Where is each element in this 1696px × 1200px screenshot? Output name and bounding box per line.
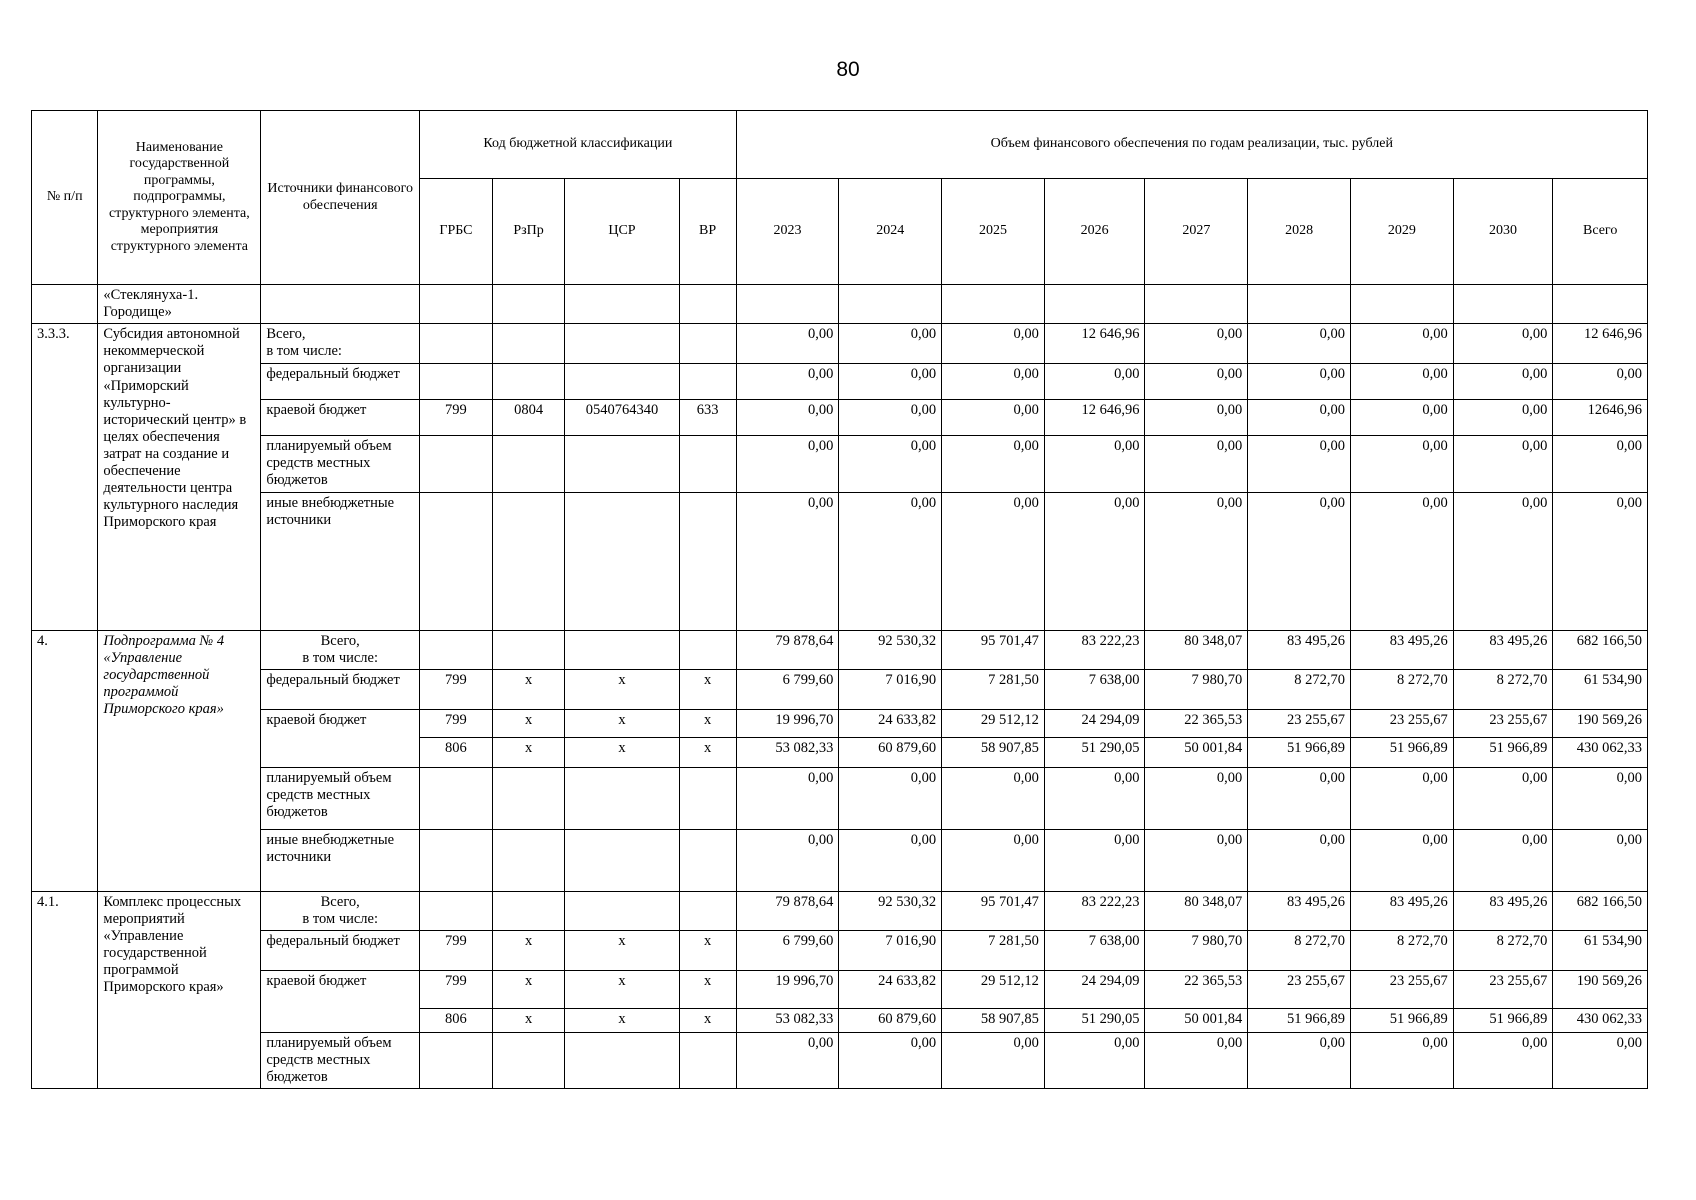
value-2023: 0,00 (736, 364, 839, 400)
value-2023: 0,00 (736, 324, 839, 364)
value-2029: 0,00 (1350, 324, 1453, 364)
value-2023: 6 799,60 (736, 930, 839, 970)
code-vr: х (679, 970, 736, 1008)
code-grbs: 799 (420, 930, 493, 970)
table-row (32, 285, 1648, 324)
cell (839, 285, 942, 324)
value-2030: 23 255,67 (1453, 709, 1553, 737)
value-2029: 0,00 (1350, 1032, 1453, 1088)
code-vr (679, 829, 736, 891)
value-2027: 80 348,07 (1145, 891, 1248, 930)
value-2025: 0,00 (942, 1032, 1045, 1088)
value-2023: 53 082,33 (736, 1008, 839, 1032)
header-name: Наименование государственной программы, подпрограммы, структурного элемента, мероприятия структурного элемента (98, 111, 261, 285)
value-2027: 22 365,53 (1145, 970, 1248, 1008)
code-grbs: 799 (420, 970, 493, 1008)
code-rzpr: х (492, 930, 565, 970)
cell (736, 285, 839, 324)
code-grbs: 799 (420, 709, 493, 737)
value-total: 0,00 (1553, 829, 1648, 891)
value-2030: 0,00 (1453, 492, 1553, 630)
code-vr (679, 767, 736, 829)
table-row (32, 400, 1648, 436)
page-number: 80 (836, 58, 860, 81)
value-2025: 29 512,12 (942, 970, 1045, 1008)
code-rzpr: х (492, 669, 565, 709)
code-vr: х (679, 1008, 736, 1032)
value-2025: 95 701,47 (942, 630, 1045, 669)
row-num: 3.3.3. (32, 324, 98, 630)
cell (1145, 285, 1248, 324)
value-2024: 0,00 (839, 492, 942, 630)
code-csr: х (565, 669, 679, 709)
value-2029: 0,00 (1350, 492, 1453, 630)
header-year-2030: 2030 (1453, 179, 1553, 285)
value-2026: 0,00 (1044, 492, 1145, 630)
cell (679, 285, 736, 324)
cell (1453, 285, 1553, 324)
value-2025: 0,00 (942, 324, 1045, 364)
code-vr (679, 364, 736, 400)
value-total: 682 166,50 (1553, 891, 1648, 930)
row-source: планируемый объем средств местных бюджетов (261, 767, 420, 829)
row-source: планируемый объем средств местных бюджетов (261, 436, 420, 492)
code-csr (565, 767, 679, 829)
value-2025: 95 701,47 (942, 891, 1045, 930)
value-2027: 0,00 (1145, 1032, 1248, 1088)
code-csr (565, 1032, 679, 1088)
code-csr: х (565, 737, 679, 767)
value-2030: 8 272,70 (1453, 669, 1553, 709)
code-rzpr (492, 829, 565, 891)
row-source: планируемый объем средств местных бюджетов (261, 1032, 420, 1088)
value-2027: 7 980,70 (1145, 669, 1248, 709)
value-2029: 23 255,67 (1350, 970, 1453, 1008)
cell (1553, 285, 1648, 324)
value-2025: 58 907,85 (942, 1008, 1045, 1032)
value-2024: 0,00 (839, 400, 942, 436)
header-code: Код бюджетной классификации (420, 111, 737, 179)
value-2025: 29 512,12 (942, 709, 1045, 737)
value-2026: 12 646,96 (1044, 324, 1145, 364)
row-source: федеральный бюджет (261, 669, 420, 709)
code-rzpr (492, 436, 565, 492)
table-row (32, 930, 1648, 970)
value-2024: 0,00 (839, 767, 942, 829)
value-2026: 83 222,23 (1044, 630, 1145, 669)
code-grbs (420, 364, 493, 400)
value-total: 430 062,33 (1553, 1008, 1648, 1032)
value-total: 12 646,96 (1553, 324, 1648, 364)
value-2026: 12 646,96 (1044, 400, 1145, 436)
value-2029: 83 495,26 (1350, 630, 1453, 669)
value-2028: 23 255,67 (1248, 709, 1351, 737)
code-grbs: 799 (420, 400, 493, 436)
code-rzpr (492, 364, 565, 400)
value-2024: 24 633,82 (839, 709, 942, 737)
header-year-2025: 2025 (942, 179, 1045, 285)
table-row (32, 767, 1648, 829)
row-source: федеральный бюджет (261, 364, 420, 400)
value-2024: 0,00 (839, 364, 942, 400)
row-num (32, 285, 98, 324)
table-row (32, 630, 1648, 669)
value-2028: 83 495,26 (1248, 630, 1351, 669)
table-row (32, 436, 1648, 492)
value-2028: 51 966,89 (1248, 1008, 1351, 1032)
value-2030: 23 255,67 (1453, 970, 1553, 1008)
header-total: Всего (1553, 179, 1648, 285)
row-source (261, 1008, 420, 1032)
value-2024: 0,00 (839, 436, 942, 492)
table-header (32, 111, 1648, 285)
table-row (32, 970, 1648, 1008)
value-total: 0,00 (1553, 436, 1648, 492)
value-2029: 0,00 (1350, 364, 1453, 400)
value-2027: 0,00 (1145, 364, 1248, 400)
value-2026: 0,00 (1044, 1032, 1145, 1088)
header-year-2029: 2029 (1350, 179, 1453, 285)
value-2028: 0,00 (1248, 829, 1351, 891)
value-2024: 0,00 (839, 324, 942, 364)
code-rzpr: х (492, 737, 565, 767)
code-vr (679, 1032, 736, 1088)
header-csr: ЦСР (565, 179, 679, 285)
code-grbs (420, 630, 493, 669)
value-2029: 23 255,67 (1350, 709, 1453, 737)
code-csr: х (565, 930, 679, 970)
value-total: 0,00 (1553, 364, 1648, 400)
row-num: 4. (32, 630, 98, 891)
cell (1350, 285, 1453, 324)
value-2023: 0,00 (736, 767, 839, 829)
value-2030: 51 966,89 (1453, 737, 1553, 767)
value-total: 12646,96 (1553, 400, 1648, 436)
code-csr (565, 324, 679, 364)
value-2025: 58 907,85 (942, 737, 1045, 767)
code-rzpr (492, 630, 565, 669)
code-csr (565, 364, 679, 400)
code-csr: х (565, 1008, 679, 1032)
value-2024: 60 879,60 (839, 1008, 942, 1032)
value-2023: 0,00 (736, 492, 839, 630)
table-row (32, 1032, 1648, 1088)
value-2030: 0,00 (1453, 400, 1553, 436)
value-2028: 23 255,67 (1248, 970, 1351, 1008)
code-csr: х (565, 709, 679, 737)
value-total: 61 534,90 (1553, 930, 1648, 970)
code-rzpr: х (492, 1008, 565, 1032)
code-vr: х (679, 669, 736, 709)
value-2027: 0,00 (1145, 324, 1248, 364)
value-2026: 0,00 (1044, 436, 1145, 492)
cell (261, 285, 420, 324)
value-2030: 0,00 (1453, 436, 1553, 492)
header-num: № п/п (32, 111, 98, 285)
value-2028: 0,00 (1248, 400, 1351, 436)
value-2029: 51 966,89 (1350, 1008, 1453, 1032)
code-grbs (420, 324, 493, 364)
header-year-2024: 2024 (839, 179, 942, 285)
value-2028: 0,00 (1248, 492, 1351, 630)
row-source: краевой бюджет (261, 400, 420, 436)
value-2027: 50 001,84 (1145, 737, 1248, 767)
code-vr (679, 492, 736, 630)
value-2026: 7 638,00 (1044, 669, 1145, 709)
code-vr (679, 630, 736, 669)
value-2026: 0,00 (1044, 829, 1145, 891)
value-2024: 0,00 (839, 1032, 942, 1088)
code-grbs (420, 492, 493, 630)
value-2024: 0,00 (839, 829, 942, 891)
row-source: федеральный бюджет (261, 930, 420, 970)
value-2025: 0,00 (942, 364, 1045, 400)
value-2028: 83 495,26 (1248, 891, 1351, 930)
value-2023: 6 799,60 (736, 669, 839, 709)
code-csr: х (565, 970, 679, 1008)
header-rzpr: РзПр (492, 179, 565, 285)
value-total: 682 166,50 (1553, 630, 1648, 669)
code-rzpr: х (492, 709, 565, 737)
code-vr (679, 324, 736, 364)
value-2027: 7 980,70 (1145, 930, 1248, 970)
code-grbs (420, 829, 493, 891)
row-source: Всего, в том числе: (261, 630, 420, 669)
code-grbs: 806 (420, 737, 493, 767)
value-2027: 0,00 (1145, 436, 1248, 492)
code-csr: 0540764340 (565, 400, 679, 436)
value-2024: 7 016,90 (839, 930, 942, 970)
cell (1248, 285, 1351, 324)
row-source: Всего, в том числе: (261, 324, 420, 364)
code-vr: 633 (679, 400, 736, 436)
value-2024: 7 016,90 (839, 669, 942, 709)
code-vr: х (679, 930, 736, 970)
value-2023: 0,00 (736, 1032, 839, 1088)
value-2030: 51 966,89 (1453, 1008, 1553, 1032)
value-2023: 0,00 (736, 436, 839, 492)
table-row (32, 709, 1648, 737)
value-2030: 0,00 (1453, 829, 1553, 891)
value-2028: 8 272,70 (1248, 669, 1351, 709)
value-2023: 19 996,70 (736, 709, 839, 737)
code-vr: х (679, 737, 736, 767)
value-2023: 19 996,70 (736, 970, 839, 1008)
value-2024: 92 530,32 (839, 891, 942, 930)
code-rzpr (492, 891, 565, 930)
table-row (32, 669, 1648, 709)
row-source: иные внебюджетные источники (261, 492, 420, 630)
code-rzpr: 0804 (492, 400, 565, 436)
value-2028: 0,00 (1248, 364, 1351, 400)
value-2025: 0,00 (942, 492, 1045, 630)
value-2026: 51 290,05 (1044, 1008, 1145, 1032)
code-grbs: 799 (420, 669, 493, 709)
value-2029: 0,00 (1350, 829, 1453, 891)
value-2030: 8 272,70 (1453, 930, 1553, 970)
row-name: Субсидия автономной некоммерческой организации «Приморский культурно-исторический центр» в целях обеспечения затрат на создание и обеспечение деятельности центра культурного наследия Приморского края (98, 324, 261, 630)
header-year-2027: 2027 (1145, 179, 1248, 285)
row-source (261, 737, 420, 767)
value-2029: 0,00 (1350, 767, 1453, 829)
value-2028: 0,00 (1248, 767, 1351, 829)
code-csr (565, 630, 679, 669)
header-grbs: ГРБС (420, 179, 493, 285)
code-csr (565, 492, 679, 630)
table-row (32, 364, 1648, 400)
row-num: 4.1. (32, 891, 98, 1089)
value-2029: 8 272,70 (1350, 930, 1453, 970)
code-vr (679, 436, 736, 492)
row-name: Подпрограмма № 4 «Управление государственной программой Приморского края» (98, 630, 261, 891)
value-2026: 51 290,05 (1044, 737, 1145, 767)
value-2024: 92 530,32 (839, 630, 942, 669)
table-row (32, 324, 1648, 364)
value-2023: 79 878,64 (736, 630, 839, 669)
value-2029: 51 966,89 (1350, 737, 1453, 767)
value-2023: 53 082,33 (736, 737, 839, 767)
header-source: Источники финансового обеспечения (261, 111, 420, 285)
value-2027: 0,00 (1145, 767, 1248, 829)
row-source: краевой бюджет (261, 709, 420, 737)
value-2030: 0,00 (1453, 1032, 1553, 1088)
cell (565, 285, 679, 324)
value-2025: 7 281,50 (942, 930, 1045, 970)
value-2027: 22 365,53 (1145, 709, 1248, 737)
value-2028: 0,00 (1248, 436, 1351, 492)
code-grbs: 806 (420, 1008, 493, 1032)
code-csr (565, 829, 679, 891)
value-2030: 0,00 (1453, 324, 1553, 364)
code-rzpr (492, 324, 565, 364)
value-2028: 51 966,89 (1248, 737, 1351, 767)
value-total: 190 569,26 (1553, 970, 1648, 1008)
value-2030: 0,00 (1453, 767, 1553, 829)
value-2025: 0,00 (942, 400, 1045, 436)
header-year-2023: 2023 (736, 179, 839, 285)
value-2028: 0,00 (1248, 1032, 1351, 1088)
value-2027: 0,00 (1145, 829, 1248, 891)
row-name: «Стеклянуха-1. Городище» (98, 285, 261, 324)
value-2026: 24 294,09 (1044, 970, 1145, 1008)
value-total: 0,00 (1553, 767, 1648, 829)
code-grbs (420, 767, 493, 829)
cell (420, 285, 493, 324)
code-grbs (420, 436, 493, 492)
code-grbs (420, 1032, 493, 1088)
value-2029: 0,00 (1350, 436, 1453, 492)
value-2027: 80 348,07 (1145, 630, 1248, 669)
code-vr: х (679, 709, 736, 737)
value-2023: 0,00 (736, 400, 839, 436)
table-row (32, 1008, 1648, 1032)
value-total: 0,00 (1553, 1032, 1648, 1088)
value-2026: 0,00 (1044, 364, 1145, 400)
table-row (32, 891, 1648, 930)
code-rzpr (492, 492, 565, 630)
code-vr (679, 891, 736, 930)
budget-table (31, 110, 1648, 1089)
value-2025: 0,00 (942, 767, 1045, 829)
code-csr (565, 436, 679, 492)
code-grbs (420, 891, 493, 930)
value-2027: 0,00 (1145, 492, 1248, 630)
value-total: 0,00 (1553, 492, 1648, 630)
header-year-2028: 2028 (1248, 179, 1351, 285)
value-2026: 0,00 (1044, 767, 1145, 829)
header-year-2026: 2026 (1044, 179, 1145, 285)
code-rzpr: х (492, 970, 565, 1008)
row-source: иные внебюджетные источники (261, 829, 420, 891)
table-row (32, 492, 1648, 630)
value-2023: 79 878,64 (736, 891, 839, 930)
value-2030: 83 495,26 (1453, 630, 1553, 669)
table-row (32, 829, 1648, 891)
value-2025: 0,00 (942, 436, 1045, 492)
value-2026: 24 294,09 (1044, 709, 1145, 737)
row-source: Всего, в том числе: (261, 891, 420, 930)
value-2029: 0,00 (1350, 400, 1453, 436)
value-2027: 50 001,84 (1145, 1008, 1248, 1032)
table-row (32, 737, 1648, 767)
cell (1044, 285, 1145, 324)
value-2026: 7 638,00 (1044, 930, 1145, 970)
value-total: 190 569,26 (1553, 709, 1648, 737)
cell (942, 285, 1045, 324)
value-2027: 0,00 (1145, 400, 1248, 436)
table-body (32, 285, 1648, 1089)
header-volume: Объем финансового обеспечения по годам реализации, тыс. рублей (736, 111, 1647, 179)
row-source: краевой бюджет (261, 970, 420, 1008)
code-csr (565, 891, 679, 930)
code-rzpr (492, 767, 565, 829)
cell (492, 285, 565, 324)
value-2029: 83 495,26 (1350, 891, 1453, 930)
value-2024: 24 633,82 (839, 970, 942, 1008)
value-2024: 60 879,60 (839, 737, 942, 767)
value-2030: 0,00 (1453, 364, 1553, 400)
header-vr: ВР (679, 179, 736, 285)
value-2030: 83 495,26 (1453, 891, 1553, 930)
code-rzpr (492, 1032, 565, 1088)
row-name: Комплекс процессных мероприятий «Управление государственной программой Приморского края» (98, 891, 261, 1089)
value-2026: 83 222,23 (1044, 891, 1145, 930)
value-2025: 0,00 (942, 829, 1045, 891)
value-2028: 8 272,70 (1248, 930, 1351, 970)
value-2028: 0,00 (1248, 324, 1351, 364)
value-total: 61 534,90 (1553, 669, 1648, 709)
value-total: 430 062,33 (1553, 737, 1648, 767)
value-2029: 8 272,70 (1350, 669, 1453, 709)
value-2023: 0,00 (736, 829, 839, 891)
value-2025: 7 281,50 (942, 669, 1045, 709)
